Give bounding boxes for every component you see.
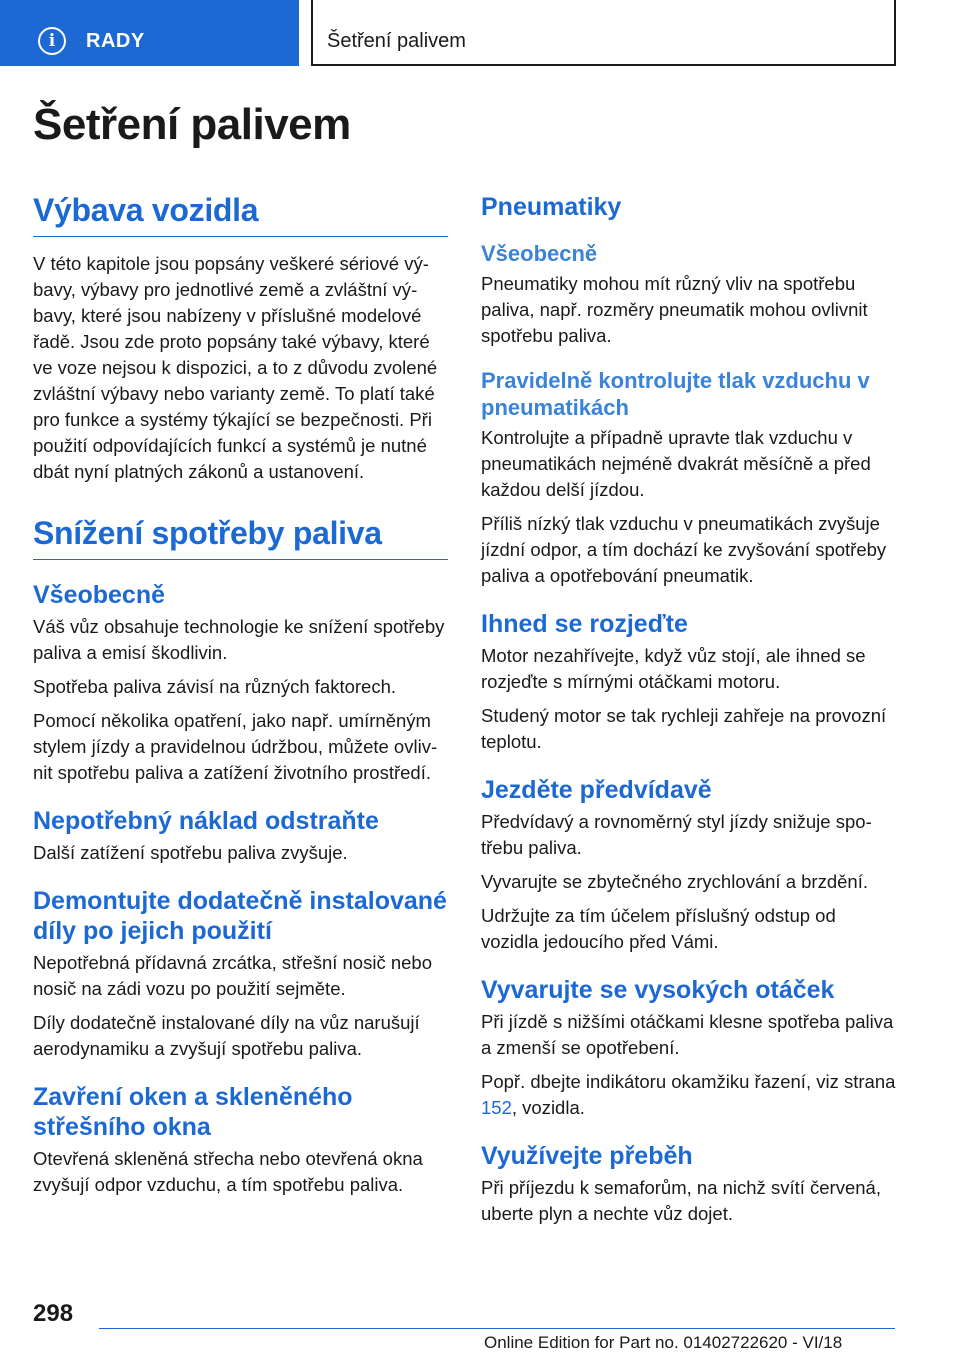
close-windows-paragraph: Otevřená skleněná střecha nebo otevřená okna zvyšují odpor vzduchu, a tím spotřebu paliva.	[33, 1148, 423, 1195]
remove-parts-paragraph-2: Díly dodatečně instalované díly na vůz narušují aerodynamiku a zvyšují spotřebu paliva.	[33, 1012, 420, 1059]
heading-general: Všeobecně	[33, 581, 166, 609]
coasting-paragraph: Při příjezdu k semaforům, na nichž svítí červená, uberte plyn a nechte vůz dojet.	[481, 1177, 881, 1224]
section-tab[interactable]	[0, 0, 299, 66]
drive-off-paragraph-1: Motor nezahřívejte, když vůz stojí, ale ihned se rozjeďte s mírnými otáčkami motoru.	[481, 645, 866, 692]
heading-coasting: Využívejte přeběh	[481, 1142, 693, 1170]
high-revs-text-after: , vozidla.	[511, 1097, 585, 1118]
general-paragraph-2: Spotřeba paliva závisí na různých faktorech.	[33, 676, 396, 697]
page-title: Šetření palivem	[33, 100, 351, 149]
tire-pressure-paragraph-1: Kontrolujte a případně upravte tlak vzduchu v pneumatikách nejméně dvakrát měsíčně a před každou delší jízdou.	[481, 427, 871, 500]
footer-rule	[99, 1328, 895, 1329]
chapter-title-box	[311, 0, 896, 66]
general-paragraph-1: Váš vůz obsahuje technologie ke snížení spotřeby paliva a emisí škodlivin.	[33, 616, 445, 663]
header-bar	[0, 0, 960, 66]
chapter-title: Šetření palivem	[327, 30, 466, 52]
left-column	[33, 190, 448, 1206]
footer-edition-text: Online Edition for Part no. 01402722620 - VI/18	[484, 1333, 843, 1352]
high-revs-paragraph-2	[481, 1069, 896, 1121]
section-tab-label: RADY	[86, 30, 145, 52]
heading-tires-general: Všeobecně	[481, 241, 598, 266]
section-title-fuel-reduction: Snížení spotřeby paliva	[33, 513, 448, 560]
right-column	[481, 192, 896, 1235]
page-link-152[interactable]: 152	[481, 1097, 512, 1118]
drive-off-paragraph-2: Studený motor se tak rychleji zahřeje na provozní teplotu.	[481, 705, 887, 752]
heading-close-windows: Zavření oken a skleněného střešního okna	[33, 1083, 353, 1141]
heading-tires: Pneumatiky	[481, 193, 622, 221]
page-number: 298	[33, 1300, 74, 1327]
heading-drive-off: Ihned se rozjeďte	[481, 610, 688, 638]
remove-load-paragraph: Další zatížení spotřebu paliva zvyšuje.	[33, 842, 348, 863]
tire-pressure-paragraph-2: Příliš nízký tlak vzduchu v pneumatikách zvyšuje jízdní odpor, a tím dochází ke zvyšování spotřeby paliva a opotřebování pneumatik.	[481, 513, 887, 586]
anticipate-paragraph-3: Udržujte za tím účelem příslušný odstup od vozidla jedoucího před Vámi.	[481, 905, 836, 952]
anticipate-paragraph-2: Vyvarujte se zbytečného zrychlování a brzdění.	[481, 871, 868, 892]
remove-parts-paragraph-1: Nepotřebná přídavná zrcátka, střešní nosič nebo nosič na zádi vozu po použití sejměte.	[33, 952, 433, 999]
high-revs-paragraph-1: Při jízdě s nižšími otáčkami klesne spotřeba paliva a zmenší se opotřebení.	[481, 1011, 894, 1058]
equipment-paragraph: V této kapitole jsou popsány veškeré sériové výbavy, výbavy pro jednotlivé země a zvláštní výbavy, které jsou nabízeny v příslušné modelové řadě. Jsou zde proto popsány také výbavy, které ve voze nejsou k dispozici, a to z důvodu zvolené zvláštní výbavy nebo varianty země. To platí také pro funkce a systémy týkající se bezpečnosti. Při použití odpovídajících funkcí a systémů je nutné dbát nyní platných zákonů a ustanovení.	[33, 253, 438, 482]
general-paragraph-3: Pomocí několika opatření, jako např. umírněným stylem jízdy a pravidelnou údržbou, můžete ovlivnit spotřebu paliva a zatížení životního prostředí.	[33, 710, 438, 783]
tires-general-paragraph: Pneumatiky mohou mít různý vliv na spotřebu paliva, např. rozměry pneumatik mohou ovlivnit spotřebu paliva.	[481, 273, 868, 346]
heading-remove-load: Nepotřebný náklad odstraňte	[33, 807, 379, 835]
section-title-equipment: Výbava vozidla	[33, 190, 448, 237]
heading-tire-pressure: Pravidelně kontrolujte tlak vzduchu v pneumatikách	[481, 368, 870, 420]
heading-anticipate: Jezděte předvídavě	[481, 776, 712, 804]
info-icon: i	[38, 27, 66, 55]
anticipate-paragraph-1: Předvídavý a rovnoměrný styl jízdy snižuje spotřebu paliva.	[481, 811, 872, 858]
heading-remove-parts: Demontujte dodatečně instalované díly po jejich použití	[33, 887, 447, 945]
high-revs-text-before: Popř. dbejte indikátoru okamžiku řazení, viz strana	[481, 1071, 896, 1092]
heading-avoid-high-revs: Vyvarujte se vysokých otáček	[481, 976, 835, 1004]
